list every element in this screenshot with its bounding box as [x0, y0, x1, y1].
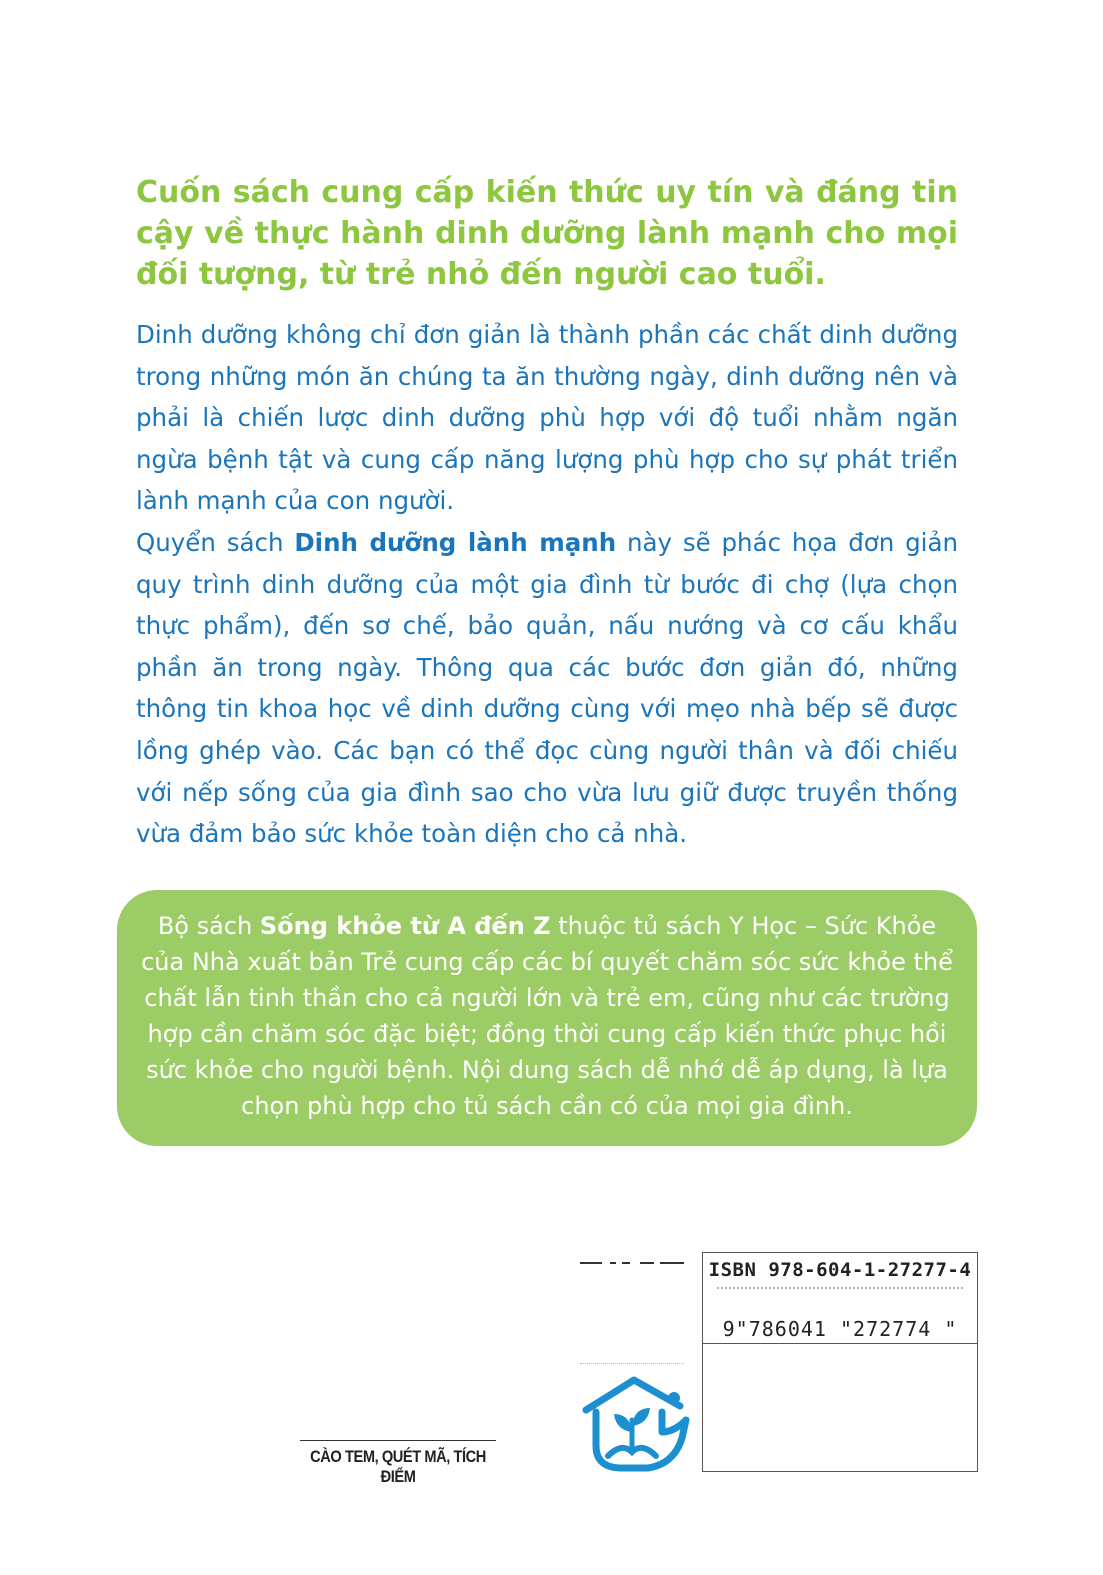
- paragraph-book-suffix: này sẽ phác họa đơn giản quy trình dinh dưỡng của một gia đình từ bước đi chợ (lựa chọn thực phẩm), đến sơ chế, bảo quản, nấu nướng và cơ cấu khẩu phần ăn trong ngày. Thông qua các bước đơn giản đó, những thông tin khoa học về dinh dưỡng cùng với mẹo nhà bếp sẽ được lồng ghép vào. Các bạn có thể đọc cùng người thân và đối chiếu với nếp sống của gia đình sao cho vừa lưu giữ được truyền thống vừa đảm bảo sức khỏe toàn diện cho cả nhà.: [136, 527, 959, 849]
- sticker-mark-dash: [660, 1262, 684, 1264]
- headline: Cuốn sách cung cấp kiến thức uy tín và đáng tin cậy về thực hành dinh dưỡng lành mạnh cho mọi đối tượng, từ trẻ nhỏ đến người cao tuổi.: [136, 175, 958, 292]
- isbn-number: ISBN 978-604-1-27277-4: [708, 1259, 972, 1281]
- paragraph-book: [136, 522, 958, 855]
- sticker-mark-dash: [610, 1262, 616, 1264]
- sticker-mark-dash: [622, 1262, 630, 1264]
- scratch-scan-label: CÀO TEM, QUÉT MÃ, TÍCH ĐIỂM: [300, 1440, 496, 1487]
- sticker-mark-dash: [640, 1262, 654, 1264]
- series-info-box: [117, 890, 977, 1146]
- paragraph-book-prefix: Quyển sách: [136, 527, 295, 557]
- series-name: Sống khỏe từ A đến Z: [259, 912, 551, 940]
- sticker-mark-dash: [580, 1262, 602, 1264]
- description: [136, 314, 958, 855]
- series-suffix: thuộc tủ sách Y Học – Sức Khỏe của Nhà xuất bản Trẻ cung cấp các bí quyết chăm sóc sức khỏe thể chất lẫn tinh thần cho cả người lớn và trẻ em, cũng như các trường hợp cần chăm sóc đặc biệt; đồng thời cung cấp kiến thức phục hồi sức khỏe cho người bệnh. Nội dung sách dễ nhớ dễ áp dụng, là lựa chọn phù hợp cho tủ sách cần có của mọi gia đình.: [141, 912, 953, 1120]
- isbn-divider: [703, 1343, 977, 1344]
- paragraph-intro: Dinh dưỡng không chỉ đơn giản là thành phần các chất dinh dưỡng trong những món ăn chúng ta ăn thường ngày, dinh dưỡng nên và phải là chiến lược dinh dưỡng phù hợp với độ tuổi nhằm ngăn ngừa bệnh tật và cung cấp năng lượng phù hợp cho sự phát triển lành mạnh của con người.: [136, 320, 958, 516]
- isbn-barcode-box: [702, 1252, 978, 1472]
- series-prefix: Bộ sách: [157, 912, 260, 940]
- sticker-mark-dots: [580, 1363, 684, 1365]
- series-info-text: [141, 908, 953, 1124]
- publisher-logo-icon: [578, 1376, 690, 1476]
- isbn-faint-bars: [717, 1287, 963, 1293]
- book-title: Dinh dưỡng lành mạnh: [294, 527, 617, 557]
- barcode-digits: 9"786041 "272774 ": [722, 1317, 958, 1341]
